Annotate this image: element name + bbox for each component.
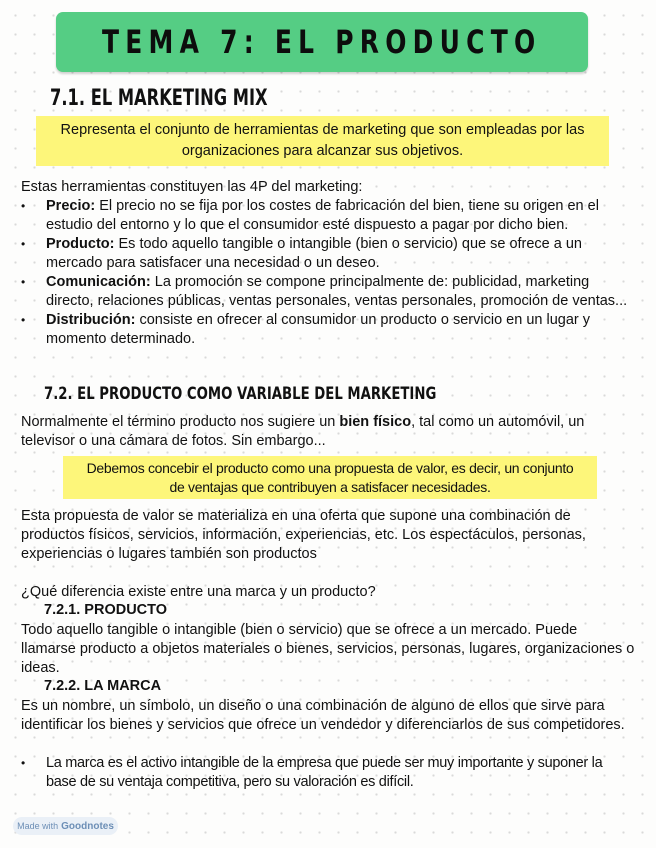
bullet-icon: •	[21, 756, 25, 770]
list-item-marca-activo	[21, 754, 636, 792]
highlight-value-proposition	[63, 456, 597, 499]
brand-vs-product-question: ¿Qué diferencia existe entre una marca y un producto?	[21, 584, 376, 600]
watermark-prefix: Made with	[17, 821, 59, 831]
term-distribucion: Distribución:	[46, 312, 136, 328]
term-precio: Precio:	[46, 198, 96, 214]
subheading-marca: 7.2.2. LA MARCA	[44, 678, 162, 694]
title-banner	[56, 12, 588, 72]
goodnotes-watermark	[13, 817, 118, 835]
watermark-brand: Goodnotes	[61, 820, 114, 832]
producto-intro-before: Normalmente el término producto nos sugiere un	[21, 414, 340, 430]
bullet-icon: •	[21, 313, 26, 327]
marketing-mix-intro: Estas herramientas constituyen las 4P del marketing:	[21, 179, 363, 195]
producto-intro-after: , tal como un automóvil, un televisor o una cámara de fotos. Sin embargo...	[21, 414, 585, 449]
bullet-icon: •	[21, 275, 26, 289]
bullet-icon: •	[21, 199, 26, 213]
marca-bullet-list	[21, 754, 636, 792]
section-heading-marketing-mix: 7.1. EL MARKETING MIX	[50, 86, 268, 111]
list-item-producto	[21, 235, 636, 273]
text-producto: Es todo aquello tangible o intangible (bien o servicio) que se ofrece a un mercado para satisfacer una necesidad o un deseo.	[46, 236, 582, 271]
four-p-list	[21, 197, 636, 349]
text-precio: El precio no se fija por los costes de fabricación del bien, tiene su origen en el estudio del entorno y lo que el consumidor esté dispuesto a pagar por dicho bien.	[46, 198, 599, 233]
section-heading-producto-variable: 7.2. EL PRODUCTO COMO VARIABLE DEL MARKETING	[44, 384, 437, 404]
highlight-definition-text: Representa el conjunto de herramientas de marketing que son empleadas por las organizaciones para alcanzar sus objetivos.	[60, 122, 585, 159]
producto-intro	[21, 413, 636, 451]
list-item-precio	[21, 197, 636, 235]
highlight-definition	[36, 116, 609, 166]
highlight-value-proposition-text: Debemos concebir el producto como una propuesta de valor, es decir, un conjunto de ventajas que contribuyen a satisfacer necesidades.	[86, 459, 574, 495]
page-title: TEMA 7: EL PRODUCTO	[102, 23, 542, 61]
marca-activo-text: La marca es el activo intangible de la empresa que puede ser muy importante y suponer la base de su ventaja competitiva, pero su valoración es difícil.	[46, 755, 603, 790]
producto-intro-bold: bien físico	[339, 414, 412, 430]
text-distribucion: consiste en ofrecer al consumidor un producto o servicio en un lugar y momento determinado.	[46, 312, 590, 347]
producto-definition: Todo aquello tangible o intangible (bien o servicio) que se ofrece a un mercado. Puede llamarse producto a objetos materiales o bienes, servicios, personas, lugares, organizaciones o ideas.	[21, 622, 635, 676]
list-item-comunicacion	[21, 273, 636, 311]
term-producto: Producto:	[46, 236, 115, 252]
term-comunicacion: Comunicación:	[46, 274, 151, 290]
value-proposition-paragraph: Esta propuesta de valor se materializa en una oferta que supone una combinación de productos físicos, servicios, información, experiencias, etc. Los espectáculos, personas, experiencias o lugares también son productos	[21, 508, 586, 562]
text-comunicacion: La promoción se compone principalmente de: publicidad, marketing directo, relaciones públicas, ventas personales, ventas personales, promoción de ventas...	[46, 274, 628, 309]
marca-definition: Es un nombre, un símbolo, un diseño o una combinación de alguno de ellos que sirve para identificar los bienes y servicios que ofrece un vendedor y diferenciarlos de sus competidores.	[21, 698, 625, 733]
subheading-producto: 7.2.1. PRODUCTO	[44, 602, 168, 618]
bullet-icon: •	[21, 237, 26, 251]
list-item-distribucion	[21, 311, 636, 349]
